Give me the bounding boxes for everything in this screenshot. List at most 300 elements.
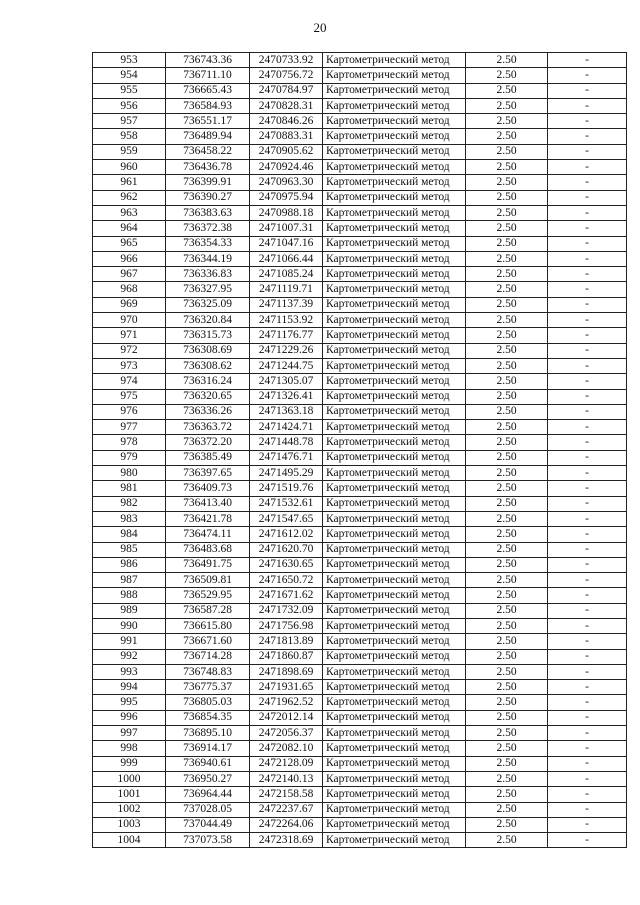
y-coordinate-cell: 2470924.46 [250,160,323,175]
x-coordinate-cell: 736964.44 [166,787,250,802]
method-cell: Картометрический метод [323,664,466,679]
y-coordinate-cell: 2471671.62 [250,588,323,603]
note-cell: - [548,450,627,465]
x-coordinate-cell: 736587.28 [166,603,250,618]
method-cell: Картометрический метод [323,695,466,710]
point-number-cell: 975 [93,389,166,404]
y-coordinate-cell: 2471612.02 [250,527,323,542]
point-number-cell: 979 [93,450,166,465]
y-coordinate-cell: 2470905.62 [250,144,323,159]
table-row [93,481,627,496]
x-coordinate-cell: 736372.38 [166,221,250,236]
table-row [93,496,627,511]
precision-cell: 2.50 [466,573,548,588]
note-cell: - [548,542,627,557]
method-cell: Картометрический метод [323,313,466,328]
y-coordinate-cell: 2470846.26 [250,114,323,129]
precision-cell: 2.50 [466,557,548,572]
point-number-cell: 999 [93,756,166,771]
precision-cell: 2.50 [466,450,548,465]
note-cell: - [548,53,627,68]
table-row [93,114,627,129]
table-row [93,374,627,389]
table-row [93,343,627,358]
note-cell: - [548,144,627,159]
x-coordinate-cell: 736483.68 [166,542,250,557]
point-number-cell: 956 [93,98,166,113]
precision-cell: 2.50 [466,420,548,435]
precision-cell: 2.50 [466,251,548,266]
method-cell: Картометрический метод [323,144,466,159]
note-cell: - [548,389,627,404]
table-row [93,466,627,481]
method-cell: Картометрический метод [323,466,466,481]
y-coordinate-cell: 2472012.14 [250,710,323,725]
y-coordinate-cell: 2471630.65 [250,557,323,572]
precision-cell: 2.50 [466,695,548,710]
x-coordinate-cell: 736336.26 [166,404,250,419]
x-coordinate-cell: 736551.17 [166,114,250,129]
table-row [93,251,627,266]
table-row [93,389,627,404]
point-number-cell: 998 [93,741,166,756]
y-coordinate-cell: 2471650.72 [250,573,323,588]
precision-cell: 2.50 [466,527,548,542]
point-number-cell: 982 [93,496,166,511]
note-cell: - [548,435,627,450]
note-cell: - [548,297,627,312]
x-coordinate-cell: 736950.27 [166,771,250,786]
note-cell: - [548,83,627,98]
note-cell: - [548,251,627,266]
y-coordinate-cell: 2470784.97 [250,83,323,98]
x-coordinate-cell: 736748.83 [166,664,250,679]
method-cell: Картометрический метод [323,251,466,266]
table-row [93,129,627,144]
y-coordinate-cell: 2472140.13 [250,771,323,786]
note-cell: - [548,481,627,496]
table-row [93,404,627,419]
table-row [93,817,627,832]
note-cell: - [548,664,627,679]
point-number-cell: 955 [93,83,166,98]
precision-cell: 2.50 [466,603,548,618]
note-cell: - [548,358,627,373]
method-cell: Картометрический метод [323,481,466,496]
precision-cell: 2.50 [466,726,548,741]
point-number-cell: 965 [93,236,166,251]
point-number-cell: 984 [93,527,166,542]
note-cell: - [548,160,627,175]
x-coordinate-cell: 736372.20 [166,435,250,450]
method-cell: Картометрический метод [323,358,466,373]
precision-cell: 2.50 [466,389,548,404]
point-number-cell: 986 [93,557,166,572]
y-coordinate-cell: 2471860.87 [250,649,323,664]
x-coordinate-cell: 736327.95 [166,282,250,297]
y-coordinate-cell: 2471532.61 [250,496,323,511]
precision-cell: 2.50 [466,98,548,113]
y-coordinate-cell: 2470828.31 [250,98,323,113]
point-number-cell: 990 [93,618,166,633]
point-number-cell: 992 [93,649,166,664]
y-coordinate-cell: 2471305.07 [250,374,323,389]
y-coordinate-cell: 2471007.31 [250,221,323,236]
table-row [93,236,627,251]
y-coordinate-cell: 2471898.69 [250,664,323,679]
method-cell: Картометрический метод [323,603,466,618]
method-cell: Картометрический метод [323,649,466,664]
x-coordinate-cell: 736671.60 [166,634,250,649]
point-number-cell: 1000 [93,771,166,786]
x-coordinate-cell: 736421.78 [166,511,250,526]
table-row [93,190,627,205]
y-coordinate-cell: 2471813.89 [250,634,323,649]
precision-cell: 2.50 [466,664,548,679]
point-number-cell: 994 [93,680,166,695]
note-cell: - [548,573,627,588]
method-cell: Картометрический метод [323,542,466,557]
x-coordinate-cell: 736805.03 [166,695,250,710]
note-cell: - [548,649,627,664]
table-row [93,175,627,190]
precision-cell: 2.50 [466,802,548,817]
precision-cell: 2.50 [466,741,548,756]
table-row [93,144,627,159]
point-number-cell: 963 [93,205,166,220]
method-cell: Картометрический метод [323,420,466,435]
precision-cell: 2.50 [466,175,548,190]
point-number-cell: 967 [93,267,166,282]
precision-cell: 2.50 [466,542,548,557]
precision-cell: 2.50 [466,618,548,633]
precision-cell: 2.50 [466,374,548,389]
note-cell: - [548,404,627,419]
method-cell: Картометрический метод [323,634,466,649]
point-number-cell: 970 [93,313,166,328]
method-cell: Картометрический метод [323,404,466,419]
x-coordinate-cell: 736775.37 [166,680,250,695]
table-row [93,511,627,526]
y-coordinate-cell: 2471326.41 [250,389,323,404]
precision-cell: 2.50 [466,221,548,236]
method-cell: Картометрический метод [323,129,466,144]
x-coordinate-cell: 736491.75 [166,557,250,572]
table-row [93,313,627,328]
point-number-cell: 968 [93,282,166,297]
precision-cell: 2.50 [466,435,548,450]
point-number-cell: 974 [93,374,166,389]
method-cell: Картометрический метод [323,573,466,588]
method-cell: Картометрический метод [323,802,466,817]
table-row [93,221,627,236]
page-number: 20 [313,20,327,35]
precision-cell: 2.50 [466,129,548,144]
y-coordinate-cell: 2471547.65 [250,511,323,526]
precision-cell: 2.50 [466,205,548,220]
point-number-cell: 993 [93,664,166,679]
note-cell: - [548,618,627,633]
x-coordinate-cell: 736336.83 [166,267,250,282]
x-coordinate-cell: 736854.35 [166,710,250,725]
precision-cell: 2.50 [466,297,548,312]
note-cell: - [548,833,627,848]
method-cell: Картометрический метод [323,175,466,190]
note-cell: - [548,175,627,190]
table-row [93,297,627,312]
note-cell: - [548,282,627,297]
x-coordinate-cell: 736308.62 [166,358,250,373]
note-cell: - [548,557,627,572]
note-cell: - [548,634,627,649]
precision-cell: 2.50 [466,53,548,68]
y-coordinate-cell: 2472318.69 [250,833,323,848]
point-number-cell: 1004 [93,833,166,848]
table-row [93,542,627,557]
method-cell: Картометрический метод [323,221,466,236]
precision-cell: 2.50 [466,496,548,511]
method-cell: Картометрический метод [323,435,466,450]
x-coordinate-cell: 736895.10 [166,726,250,741]
x-coordinate-cell: 736363.72 [166,420,250,435]
x-coordinate-cell: 736397.65 [166,466,250,481]
note-cell: - [548,588,627,603]
precision-cell: 2.50 [466,358,548,373]
precision-cell: 2.50 [466,771,548,786]
note-cell: - [548,603,627,618]
note-cell: - [548,267,627,282]
x-coordinate-cell: 736509.81 [166,573,250,588]
note-cell: - [548,726,627,741]
point-number-cell: 959 [93,144,166,159]
table-row [93,756,627,771]
method-cell: Картометрический метод [323,236,466,251]
point-number-cell: 966 [93,251,166,266]
y-coordinate-cell: 2471229.26 [250,343,323,358]
x-coordinate-cell: 737044.49 [166,817,250,832]
x-coordinate-cell: 736399.91 [166,175,250,190]
precision-cell: 2.50 [466,68,548,83]
method-cell: Картометрический метод [323,83,466,98]
point-number-cell: 1002 [93,802,166,817]
precision-cell: 2.50 [466,328,548,343]
coordinates-table [92,52,627,848]
point-number-cell: 978 [93,435,166,450]
y-coordinate-cell: 2471047.16 [250,236,323,251]
precision-cell: 2.50 [466,588,548,603]
method-cell: Картометрический метод [323,297,466,312]
point-number-cell: 961 [93,175,166,190]
note-cell: - [548,695,627,710]
point-number-cell: 991 [93,634,166,649]
method-cell: Картометрический метод [323,496,466,511]
table-row [93,741,627,756]
table-row [93,588,627,603]
table-row [93,664,627,679]
note-cell: - [548,511,627,526]
y-coordinate-cell: 2470733.92 [250,53,323,68]
precision-cell: 2.50 [466,343,548,358]
point-number-cell: 964 [93,221,166,236]
table-row [93,771,627,786]
point-number-cell: 954 [93,68,166,83]
method-cell: Картометрический метод [323,389,466,404]
note-cell: - [548,787,627,802]
x-coordinate-cell: 737028.05 [166,802,250,817]
y-coordinate-cell: 2470883.31 [250,129,323,144]
x-coordinate-cell: 736615.80 [166,618,250,633]
method-cell: Картометрический метод [323,205,466,220]
precision-cell: 2.50 [466,481,548,496]
y-coordinate-cell: 2471448.78 [250,435,323,450]
point-number-cell: 958 [93,129,166,144]
point-number-cell: 983 [93,511,166,526]
note-cell: - [548,190,627,205]
y-coordinate-cell: 2470988.18 [250,205,323,220]
x-coordinate-cell: 736474.11 [166,527,250,542]
x-coordinate-cell: 736409.73 [166,481,250,496]
table-row [93,726,627,741]
y-coordinate-cell: 2471066.44 [250,251,323,266]
y-coordinate-cell: 2471363.18 [250,404,323,419]
note-cell: - [548,114,627,129]
x-coordinate-cell: 736390.27 [166,190,250,205]
x-coordinate-cell: 736315.73 [166,328,250,343]
method-cell: Картометрический метод [323,267,466,282]
point-number-cell: 989 [93,603,166,618]
point-number-cell: 997 [93,726,166,741]
note-cell: - [548,771,627,786]
y-coordinate-cell: 2472158.58 [250,787,323,802]
x-coordinate-cell: 736316.24 [166,374,250,389]
point-number-cell: 960 [93,160,166,175]
method-cell: Картометрический метод [323,160,466,175]
method-cell: Картометрический метод [323,710,466,725]
table-row [93,358,627,373]
precision-cell: 2.50 [466,511,548,526]
x-coordinate-cell: 736714.28 [166,649,250,664]
x-coordinate-cell: 736320.84 [166,313,250,328]
table-row [93,649,627,664]
y-coordinate-cell: 2472056.37 [250,726,323,741]
note-cell: - [548,680,627,695]
method-cell: Картометрический метод [323,282,466,297]
table-row [93,680,627,695]
method-cell: Картометрический метод [323,833,466,848]
point-number-cell: 988 [93,588,166,603]
table-row [93,68,627,83]
x-coordinate-cell: 736665.43 [166,83,250,98]
y-coordinate-cell: 2470963.30 [250,175,323,190]
y-coordinate-cell: 2472128.09 [250,756,323,771]
y-coordinate-cell: 2471495.29 [250,466,323,481]
precision-cell: 2.50 [466,634,548,649]
table-row [93,53,627,68]
method-cell: Картометрический метод [323,817,466,832]
method-cell: Картометрический метод [323,68,466,83]
note-cell: - [548,496,627,511]
note-cell: - [548,527,627,542]
x-coordinate-cell: 736743.36 [166,53,250,68]
note-cell: - [548,466,627,481]
precision-cell: 2.50 [466,282,548,297]
method-cell: Картометрический метод [323,588,466,603]
coordinates-table-body [93,53,627,848]
point-number-cell: 996 [93,710,166,725]
y-coordinate-cell: 2471176.77 [250,328,323,343]
precision-cell: 2.50 [466,710,548,725]
y-coordinate-cell: 2471962.52 [250,695,323,710]
y-coordinate-cell: 2471620.70 [250,542,323,557]
note-cell: - [548,802,627,817]
method-cell: Картометрический метод [323,114,466,129]
method-cell: Картометрический метод [323,741,466,756]
x-coordinate-cell: 736354.33 [166,236,250,251]
precision-cell: 2.50 [466,236,548,251]
point-number-cell: 980 [93,466,166,481]
note-cell: - [548,741,627,756]
note-cell: - [548,756,627,771]
table-row [93,573,627,588]
precision-cell: 2.50 [466,649,548,664]
table-row [93,634,627,649]
point-number-cell: 995 [93,695,166,710]
note-cell: - [548,129,627,144]
y-coordinate-cell: 2470756.72 [250,68,323,83]
method-cell: Картометрический метод [323,756,466,771]
x-coordinate-cell: 736458.22 [166,144,250,159]
x-coordinate-cell: 736320.65 [166,389,250,404]
y-coordinate-cell: 2471119.71 [250,282,323,297]
note-cell: - [548,98,627,113]
precision-cell: 2.50 [466,817,548,832]
point-number-cell: 981 [93,481,166,496]
table-row [93,450,627,465]
x-coordinate-cell: 737073.58 [166,833,250,848]
precision-cell: 2.50 [466,404,548,419]
point-number-cell: 971 [93,328,166,343]
method-cell: Картометрический метод [323,680,466,695]
x-coordinate-cell: 736489.94 [166,129,250,144]
table-row [93,205,627,220]
precision-cell: 2.50 [466,267,548,282]
method-cell: Картометрический метод [323,557,466,572]
method-cell: Картометрический метод [323,98,466,113]
x-coordinate-cell: 736940.61 [166,756,250,771]
method-cell: Картометрический метод [323,343,466,358]
y-coordinate-cell: 2471085.24 [250,267,323,282]
table-row [93,83,627,98]
table-row [93,98,627,113]
method-cell: Картометрический метод [323,771,466,786]
y-coordinate-cell: 2472082.10 [250,741,323,756]
note-cell: - [548,313,627,328]
point-number-cell: 972 [93,343,166,358]
table-row [93,267,627,282]
note-cell: - [548,817,627,832]
x-coordinate-cell: 736385.49 [166,450,250,465]
note-cell: - [548,710,627,725]
precision-cell: 2.50 [466,144,548,159]
method-cell: Картометрический метод [323,527,466,542]
y-coordinate-cell: 2471931.65 [250,680,323,695]
method-cell: Картометрический метод [323,511,466,526]
y-coordinate-cell: 2471756.98 [250,618,323,633]
y-coordinate-cell: 2470975.94 [250,190,323,205]
point-number-cell: 973 [93,358,166,373]
table-row [93,603,627,618]
method-cell: Картометрический метод [323,53,466,68]
